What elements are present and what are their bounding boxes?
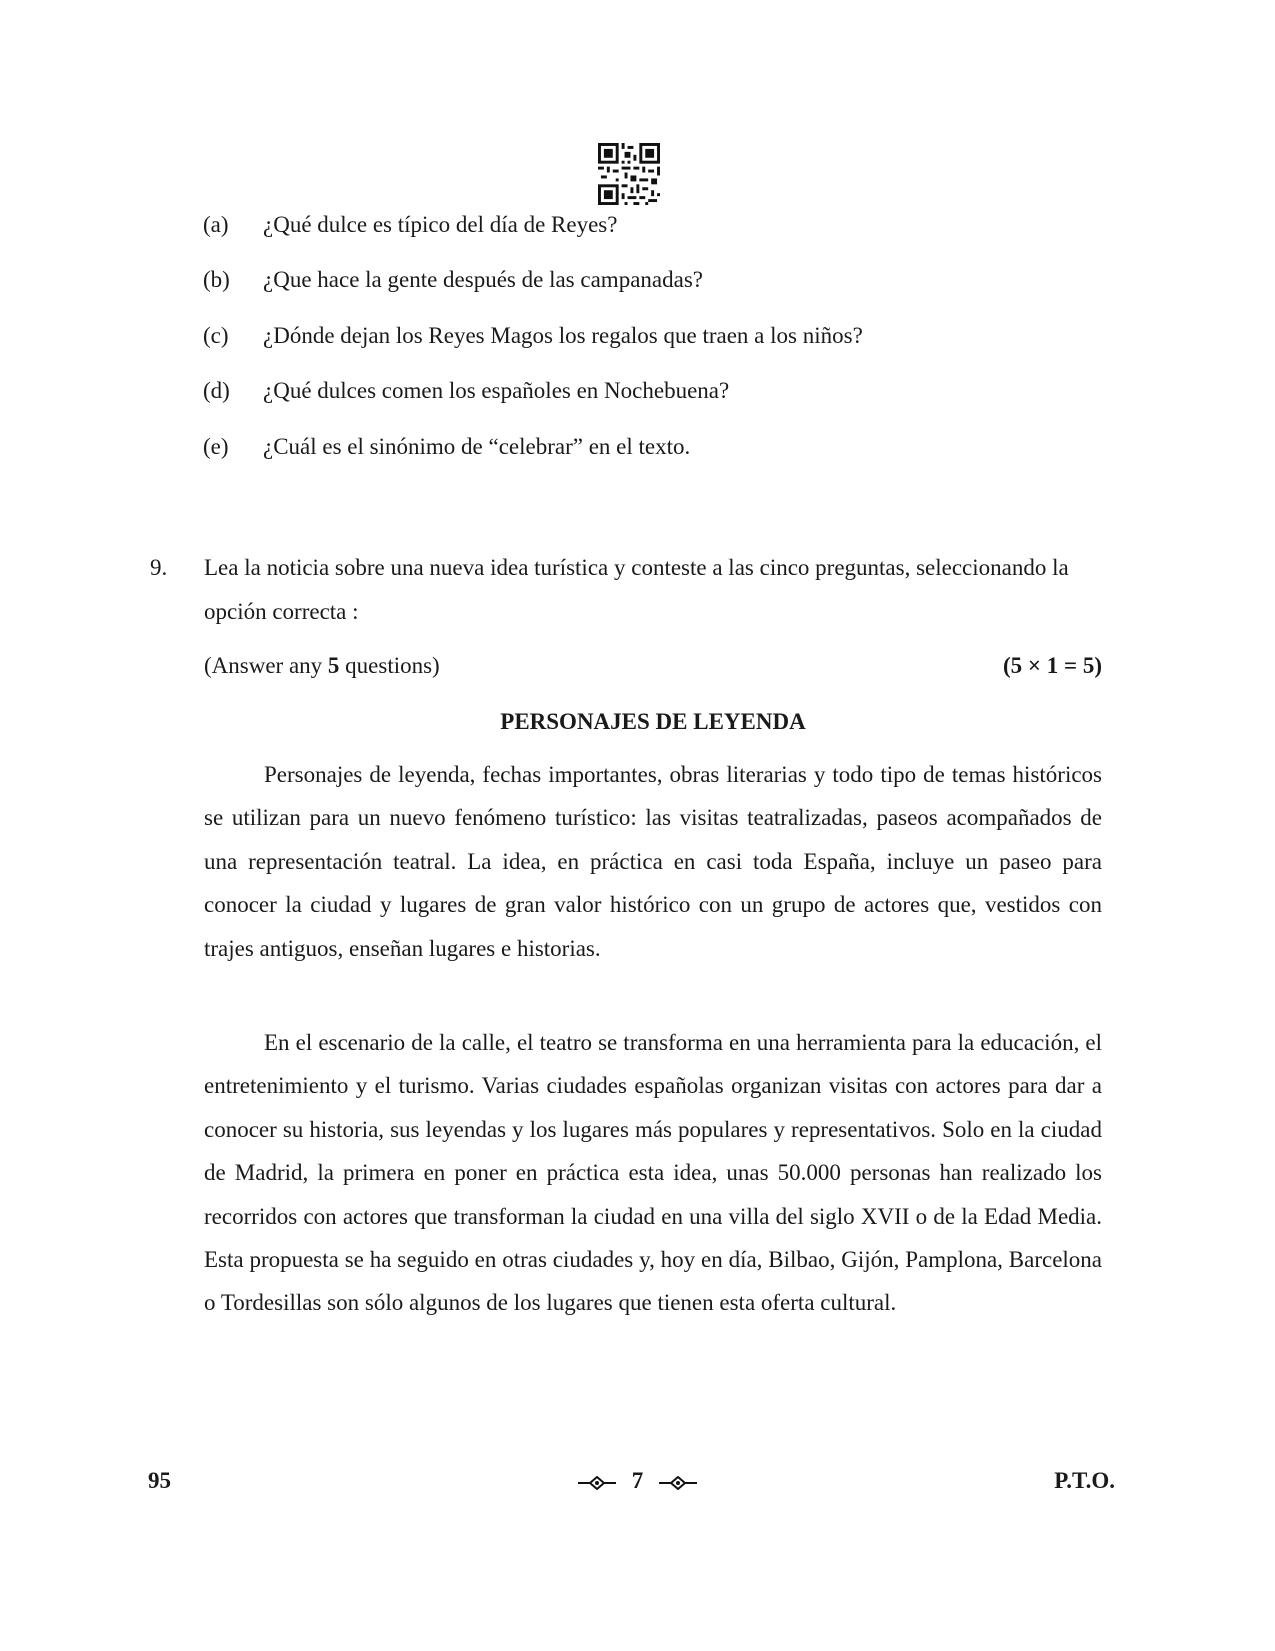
paper-code: 95 xyxy=(148,1468,171,1493)
diamond-ornament-icon xyxy=(659,1476,697,1490)
question-label: (c) xyxy=(203,323,229,348)
question-b xyxy=(203,265,703,295)
question-text: ¿Que hace la gente después de las campanadas? xyxy=(263,267,703,292)
passage-paragraph-1: Personajes de leyenda, fechas importantes, obras literarias y todo tipo de temas históricos se utilizan para un nuevo fenómeno turístico: las visitas teatralizadas, paseos acompañados de una representación teatral. La idea, en práctica en casi toda España, incluye un paseo para conocer la ciudad y lugares de gran valor histórico con un grupo de actores que, vestidos con trajes antiguos, enseñan lugares e historias. xyxy=(204,762,1102,961)
question-instruction: Lea la noticia sobre una nueva idea turística y conteste a las cinco preguntas, seleccionando la opción correcta : xyxy=(204,555,1069,624)
question-number: 9. xyxy=(150,555,168,580)
passage-paragraph-2: En el escenario de la calle, el teatro se transforma en una herramienta para la educación, el entretenimiento y el turismo. Varias ciudades españolas organizan visitas con actores para dar a conocer su historia, sus leyendas y los lugares más populares y representativos. Solo en la ciudad de Madrid, la primera en poner en práctica esta idea, unas 50.000 personas han realizado los recorridos con actores que transforman la ciudad en una villa del siglo XVII o de la Edad Media. Esta propuesta se ha seguido en otras ciudades y, hoy en día, Bilbao, Gijón, Pamplona, Barcelona o Tordesillas son sólo algunos de los lugares que tienen esta oferta cultural. xyxy=(204,1030,1102,1316)
question-label: (a) xyxy=(203,212,229,237)
question-text: ¿Qué dulces comen los españoles en Nochebuena? xyxy=(263,378,730,403)
question-label: (e) xyxy=(203,434,229,459)
diamond-ornament-icon xyxy=(578,1476,616,1490)
qr-code-icon xyxy=(598,143,660,205)
marks-allocation: (5 × 1 = 5) xyxy=(1002,653,1102,678)
passage-title: PERSONAJES DE LEYENDA xyxy=(500,709,806,734)
question-c xyxy=(203,321,863,351)
question-a xyxy=(203,210,617,240)
answer-instruction xyxy=(204,651,1102,681)
page-number: 7 xyxy=(631,1468,644,1493)
question-d xyxy=(203,376,729,406)
pto-label: P.T.O. xyxy=(1054,1468,1115,1493)
question-label: (d) xyxy=(203,378,230,403)
answer-suffix: questions) xyxy=(339,653,440,678)
answer-count: 5 xyxy=(327,653,340,678)
question-text: ¿Qué dulce es típico del día de Reyes? xyxy=(263,212,618,237)
question-label: (b) xyxy=(203,267,230,292)
question-text: ¿Cuál es el sinónimo de “celebrar” en el texto. xyxy=(263,434,691,459)
answer-prefix: (Answer any xyxy=(204,653,328,678)
question-e xyxy=(203,432,690,462)
question-text: ¿Dónde dejan los Reyes Magos los regalos que traen a los niños? xyxy=(263,323,863,348)
